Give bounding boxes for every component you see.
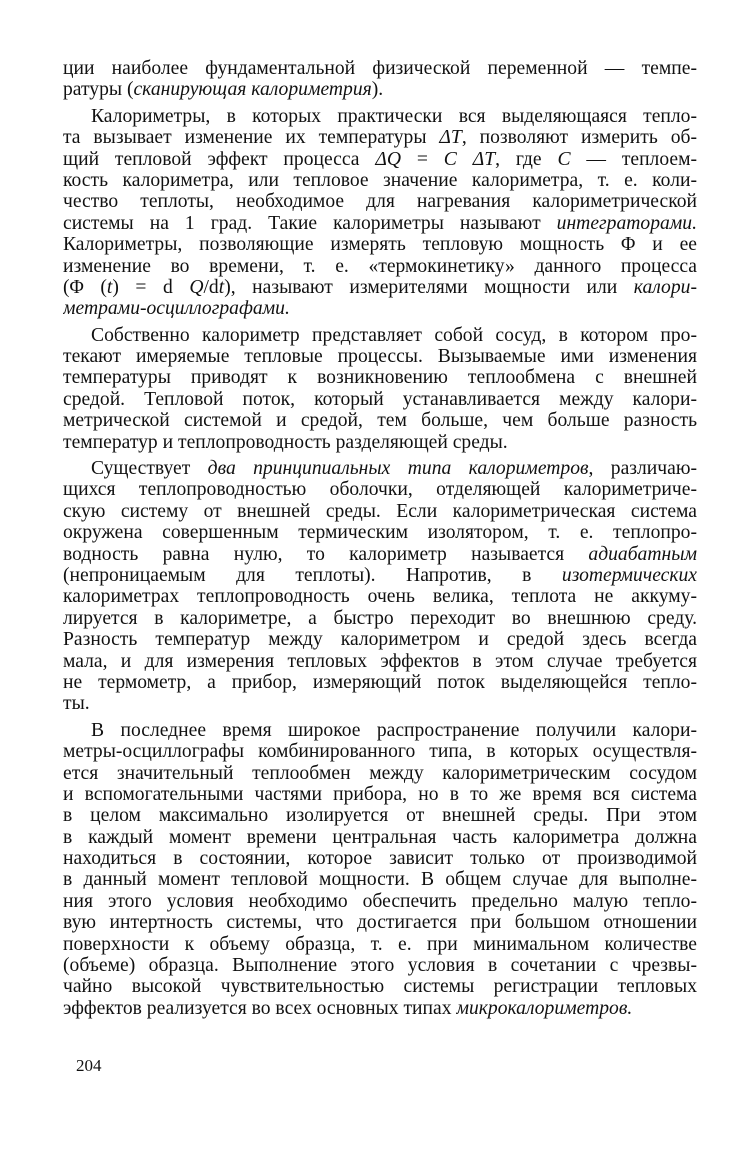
text-line: Существует два принципиальных типа калориметров, различаю- [91, 458, 697, 480]
text-line: (объеме) образца. Выполнение этого условия в сочетании с чрезвы- [63, 955, 697, 977]
text-line: в целом максимально изолируется от внешней среды. При этом [63, 805, 697, 827]
text-line: и вспомогательными частями прибора, но в то же время вся система [63, 783, 697, 805]
text-line: ется значительный теплообмен между калориметрическим сосудом [63, 762, 697, 784]
paragraph [63, 325, 697, 453]
text-line: (Φ (t) = d Q/dt), называют измерителями мощности или калори- [63, 276, 697, 298]
text-line: ратуры (сканирующая калориметрия). [63, 79, 384, 101]
text-line: кость калориметра, или тепловое значение калориметра, т. е. коли- [63, 169, 697, 191]
text-line: В последнее время широкое распространение получили калори- [91, 719, 697, 741]
body-text [63, 58, 697, 1019]
text-line: эффектов реализуется во всех основных типах микрокалориметров. [63, 997, 633, 1019]
text-line: вую интертность системы, что достигается при большом отношении [63, 912, 697, 934]
text-line: текают имеряемые тепловые процессы. Вызываемые ими изменения [63, 346, 697, 368]
text-line: та вызывает изменение их температуры ΔT, позволяют измерить об- [63, 127, 697, 149]
text-line: изменение во времени, т. е. «термокинетику» данного процесса [63, 255, 697, 277]
text-line: чество теплоты, необходимое для нагревания калориметрической [63, 191, 697, 213]
text-line: температуры приводят к возникновению теплообмена с внешней [63, 367, 697, 389]
text-line: ния этого условия необходимо обеспечить предельно малую тепло- [63, 890, 697, 912]
text-line: температур и теплопроводность разделяющей среды. [63, 431, 508, 453]
text-line: Калориметры, позволяющие измерять тепловую мощность Φ и ее [63, 234, 697, 256]
paragraph [63, 106, 697, 320]
text-line: метрами-осциллографами. [63, 298, 290, 320]
text-line: не термометр, а прибор, измеряющий поток выделяющейся тепло- [63, 671, 697, 693]
text-line: (непроницаемым для теплоты). Напротив, в изотермических [63, 564, 697, 586]
text-line: поверхности к объему образца, т. е. при минимальном количестве [63, 933, 697, 955]
text-line: скую систему от внешней среды. Если калориметрическая система [63, 500, 697, 522]
page-number: 204 [76, 1056, 102, 1075]
text-line: ции наиболее фундаментальной физической переменной — темпе- [63, 58, 697, 79]
paragraph [63, 720, 697, 1019]
text-line: находиться в состоянии, которое зависит только от производимой [63, 848, 697, 870]
text-line: Разность температур между калориметром и средой здесь всегда [63, 629, 697, 651]
text-line: системы на 1 град. Такие калориметры называют интеграторами. [63, 212, 697, 234]
paragraph [63, 58, 697, 101]
text-line: Собственно калориметр представляет собой сосуд, в котором про- [91, 324, 697, 346]
text-line: водность равна нулю, то калориметр называется адиабатным [63, 543, 697, 565]
text-line: в каждый момент времени центральная часть калориметра должна [63, 826, 697, 848]
text-line: чайно высокой чувствительностью системы регистрации тепловых [63, 976, 697, 998]
text-line: в данный момент тепловой мощности. В общем случае для выполне- [63, 869, 697, 891]
text-line: щихся теплопроводностью оболочки, отделяющей калориметриче- [63, 479, 697, 501]
text-line: ты. [63, 693, 90, 715]
text-line: лируется в калориметре, а быстро переходит во внешнюю среду. [63, 607, 697, 629]
text-line: метры-осциллографы комбинированного типа, в которых осуществля- [63, 741, 697, 763]
paragraph [63, 458, 697, 715]
text-line: калориметрах теплопроводность очень велика, теплота не аккуму- [63, 586, 697, 608]
text-line: мала, и для измерения тепловых эффектов в этом случае требуется [63, 650, 697, 672]
text-line: щий тепловой эффект процесса ΔQ = C ΔT, где C — теплоем- [63, 148, 697, 170]
text-line: метрической системой и средой, тем больше, чем больше разность [63, 410, 697, 432]
text-line: окружена совершенным термическим изолятором, т. е. теплопро- [63, 522, 697, 544]
text-line: средой. Тепловой поток, который устанавливается между калори- [63, 388, 697, 410]
text-line: Калориметры, в которых практически вся выделяющаяся тепло- [91, 105, 697, 127]
